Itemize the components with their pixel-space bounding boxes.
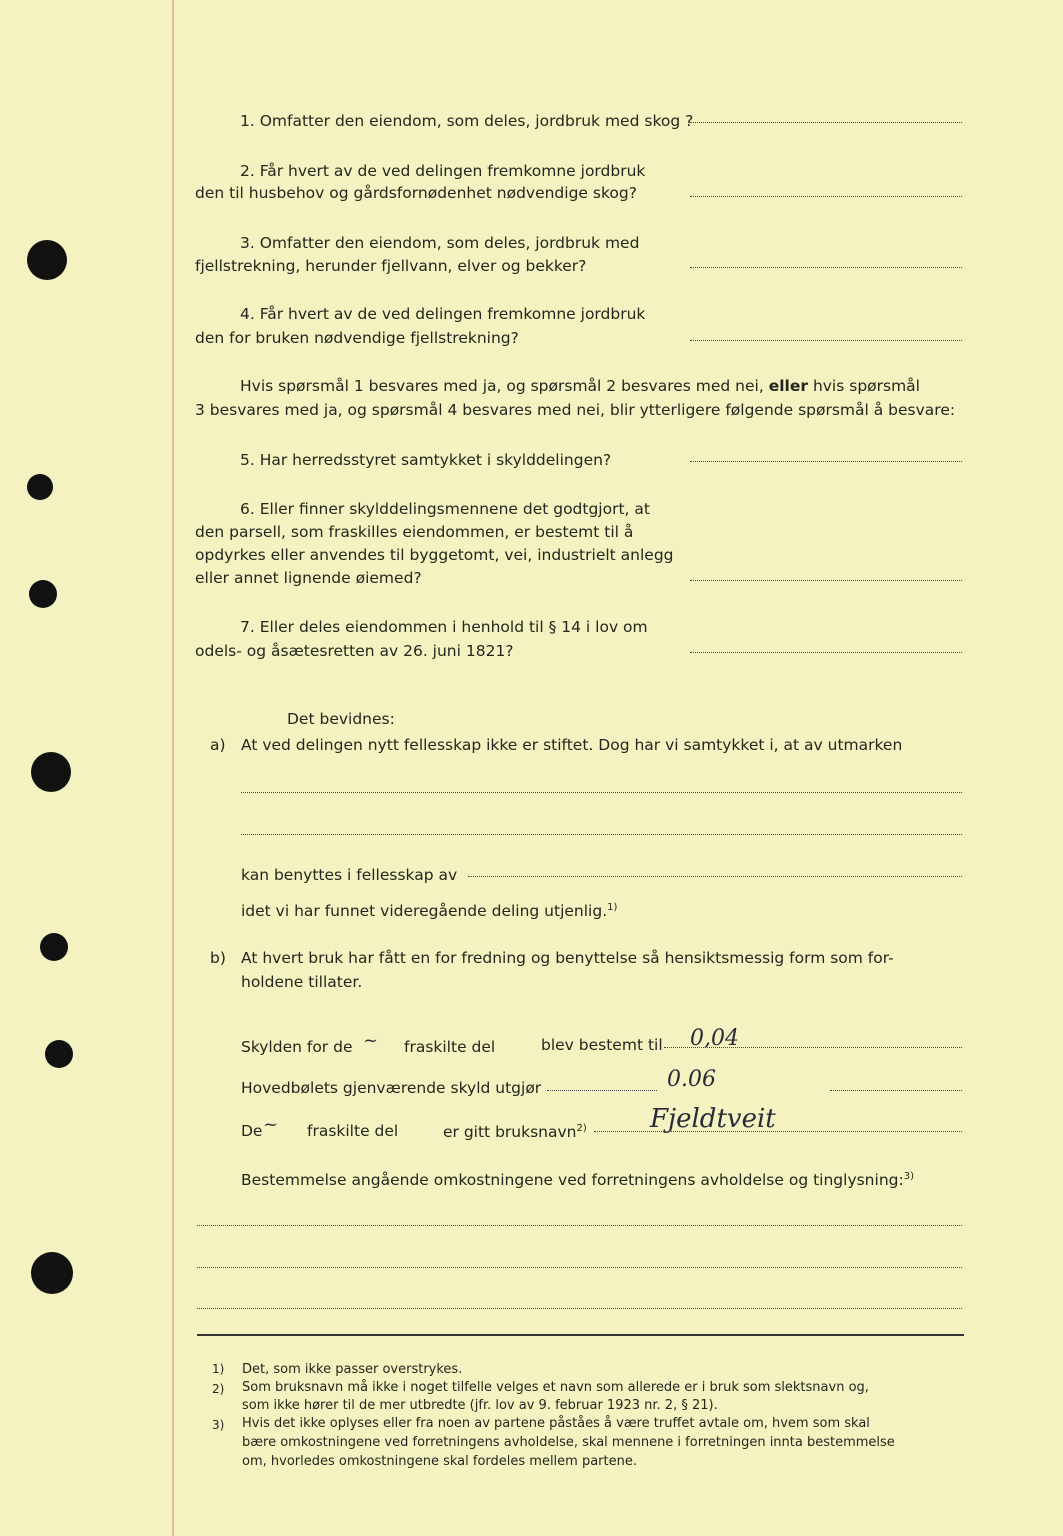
item-b-line-2: holdene tillater. <box>241 973 363 991</box>
punch-hole <box>45 1040 73 1068</box>
cost-text-body: Bestemmelse angående omkostningene ved forretningens avholdelse og tinglysning: <box>241 1171 904 1190</box>
item-b-label: b) <box>210 949 226 967</box>
item-a-line-1 <box>241 792 962 793</box>
question-4-line-2: den for bruken nødvendige fjellstrekning? <box>195 329 519 347</box>
footnote-2-line-2: som ikke hører til de mer utbredte (jfr. lov av 9. februar 1923 nr. 2, § 21). <box>242 1398 718 1413</box>
answer-line-2 <box>690 196 962 197</box>
skyld-label-b: fraskilte del <box>404 1038 496 1056</box>
question-3-line-2: fjellstrekning, herunder fjellvann, elver og bekker? <box>195 257 587 275</box>
navn-label-c <box>443 1118 587 1143</box>
skyld-value: 0,04 <box>690 1026 739 1051</box>
margin-line <box>172 0 174 1536</box>
footnote-3-line-2: bære omkostningene ved forretningens avholdelse, skal mennene i forretningen innta bestemmelse <box>242 1435 895 1450</box>
condition-bold: eller <box>768 377 808 395</box>
skyld-label-a: Skylden for de <box>241 1038 353 1056</box>
hoved-line <box>547 1090 657 1091</box>
condition-text-b: hvis spørsmål <box>812 377 920 395</box>
question-6-line-3: opdyrkes eller anvendes til byggetomt, vei, industrielt anlegg <box>195 546 674 564</box>
footnote-1: Det, som ikke passer overstrykes. <box>242 1362 463 1377</box>
item-a-use: kan benyttes i fellesskap av <box>241 866 458 884</box>
question-3-line-1: 3. Omfatter den eiendom, som deles, jordbruk med <box>240 234 640 252</box>
footnote-ref-3: 3) <box>903 1171 914 1182</box>
cost-line-1 <box>197 1225 962 1226</box>
footnote-1-number: 1) <box>212 1362 225 1376</box>
punch-hole <box>31 1252 73 1294</box>
navn-label-a: De <box>241 1122 263 1140</box>
hoved-label: Hovedbølets gjenværende skyld utgjør <box>241 1079 542 1097</box>
item-a-reason-text: idet vi har funnet videregående deling utjenlig. <box>241 902 608 921</box>
item-a-use-line <box>468 876 962 877</box>
navn-strike-mark: ~ <box>263 1114 279 1135</box>
skyld-label-c: blev bestemt til <box>541 1036 663 1054</box>
skyld-strike-mark: ~ <box>363 1030 379 1051</box>
navn-line <box>594 1131 962 1132</box>
cost-line-2 <box>197 1267 962 1268</box>
question-4-line-1: 4. Får hvert av de ved delingen fremkomne jordbruk <box>240 305 646 323</box>
footnote-3-line-3: om, hvorledes omkostningene skal fordeles mellem partene. <box>242 1454 637 1469</box>
footnote-separator <box>197 1334 964 1336</box>
question-5: 5. Har herredsstyret samtykket i skylddelingen? <box>240 451 612 469</box>
answer-line-5 <box>690 461 962 462</box>
cost-line-3 <box>197 1308 962 1309</box>
punch-hole <box>27 474 53 500</box>
question-1: 1. Omfatter den eiendom, som deles, jordbruk med skog ? <box>240 112 694 130</box>
answer-line-7 <box>690 652 962 653</box>
punch-hole <box>29 580 57 608</box>
answer-line-1 <box>690 122 962 123</box>
certify-heading: Det bevidnes: <box>287 710 395 728</box>
condition-text-a: Hvis spørsmål 1 besvares med ja, og spørsmål 2 besvares med nei, <box>240 377 764 395</box>
question-7-line-1: 7. Eller deles eiendommen i henhold til § 14 i lov om <box>240 618 648 636</box>
answer-line-3 <box>690 267 962 268</box>
condition-line-1 <box>240 375 920 397</box>
question-6-line-2: den parsell, som fraskilles eiendommen, er bestemt til å <box>195 523 634 541</box>
question-6-line-1: 6. Eller finner skylddelingsmennene det godtgjort, at <box>240 500 650 518</box>
hoved-value: 0.06 <box>667 1067 716 1092</box>
question-6-line-4: eller annet lignende øiemed? <box>195 569 422 587</box>
skyld-line <box>664 1047 962 1048</box>
punch-hole <box>31 752 71 792</box>
item-a-reason <box>241 897 617 922</box>
question-2-line-1: 2. Får hvert av de ved delingen fremkomne jordbruk <box>240 162 646 180</box>
question-7-line-2: odels- og åsætesretten av 26. juni 1821? <box>195 642 514 660</box>
punch-hole <box>27 240 67 280</box>
navn-value: Fjeldtveit <box>650 1104 776 1134</box>
hoved-line-2 <box>830 1090 962 1091</box>
item-a-line-2 <box>241 834 962 835</box>
cost-text <box>241 1166 914 1191</box>
navn-label-c-text: er gitt bruksnavn <box>443 1123 577 1142</box>
navn-label-b: fraskilte del <box>307 1122 399 1140</box>
question-2-line-2: den til husbehov og gårdsfornødenhet nødvendige skog? <box>195 184 637 202</box>
item-b-line-1: At hvert bruk har fått en for fredning og benyttelse så hensiktsmessig form som for- <box>241 949 894 967</box>
answer-line-6 <box>690 580 962 581</box>
answer-line-4 <box>690 340 962 341</box>
punch-hole <box>40 933 68 961</box>
footnote-2-number: 2) <box>212 1382 225 1396</box>
footnote-2-line-1: Som bruksnavn må ikke i noget tilfelle velges et navn som allerede er i bruk som slektsnavn og, <box>242 1380 869 1395</box>
footnote-ref-1: 1) <box>607 902 618 913</box>
condition-line-2: 3 besvares med ja, og spørsmål 4 besvares med nei, blir ytterligere følgende spørsmål å besvare: <box>195 401 956 419</box>
footnote-ref-2: 2) <box>576 1123 587 1134</box>
item-a-label: a) <box>210 736 226 754</box>
item-a-text: At ved delingen nytt fellesskap ikke er stiftet. Dog har vi samtykket i, at av utmarken <box>241 736 903 754</box>
footnote-3-line-1: Hvis det ikke oplyses eller fra noen av partene påståes å være truffet avtale om, hvem som skal <box>242 1416 870 1431</box>
footnote-3-number: 3) <box>212 1418 225 1432</box>
